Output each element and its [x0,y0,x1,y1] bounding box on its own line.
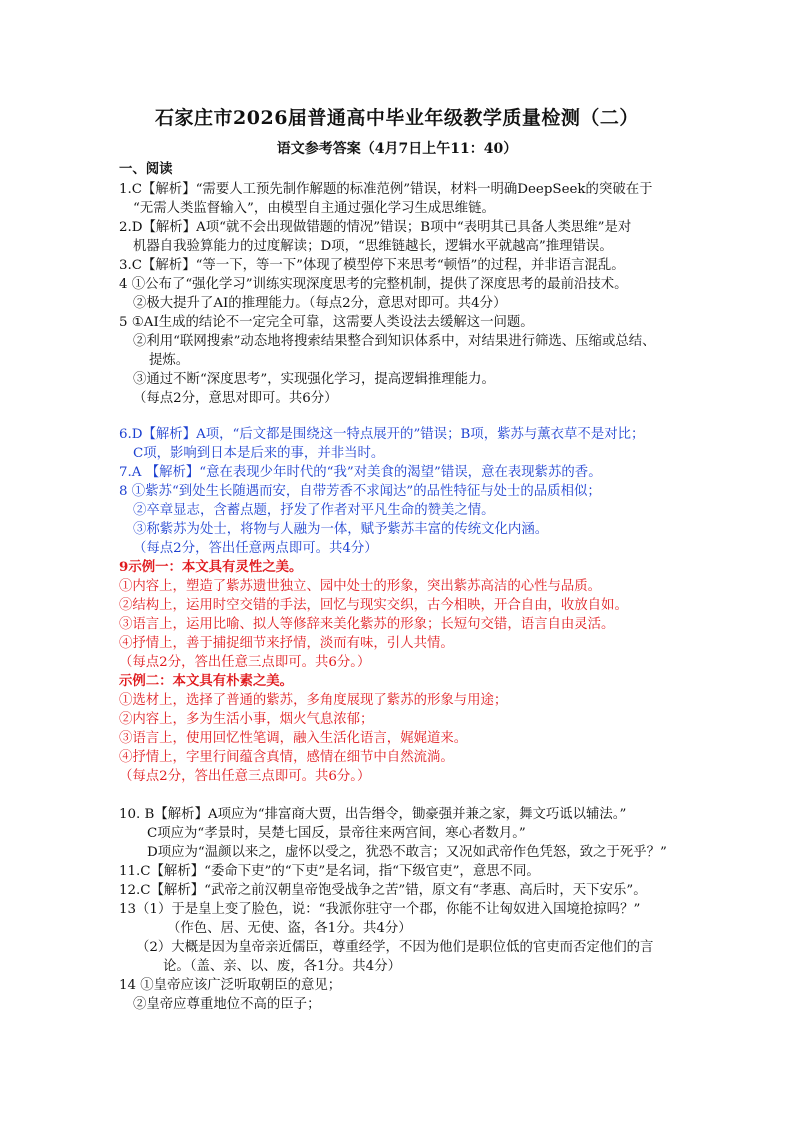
answer-line: 13（1）于是皇上变了脸色，说：“我派你驻守一个郡，你能不让匈奴进入国境抢掠吗？” [119,902,641,917]
answer-line: ②极大提升了AI的推理能力。（每点2分，意思对即可。共4分） [133,296,507,311]
answer-line: 5 ①AI生成的结论不一定完全可靠，这需要人类设法去缓解这一问题。 [119,315,534,330]
answer-line: ③语言上，使用回忆性笔调，融入生活化语言，娓娓道来。 [119,731,468,746]
answer-line: 4 ①公布了“强化学习”训练实现深度思考的完整机制，提供了深度思考的最前沿技术。 [119,277,628,292]
answer-line: 14 ①皇帝应该广泛听取朝臣的意见； [119,978,342,993]
answer-line: ④抒情上，字里行间蕴含真情，感情在细节中自然流淌。 [119,750,454,765]
answer-line: C项应为“孝景时，吴楚七国反，景帝往来两宫间，寒心者数月。” [147,826,526,841]
answer-line: （2）大概是因为皇帝亲近儒臣，尊重经学，不因为他们是职位低的官吏而否定他们的言 [136,940,654,955]
answer-line: 8 ①紫苏“到处生长随遇而安，自带芳香不求闻达”的品性特征与处士的品质相似； [119,484,601,499]
answer-line: ③语言上，运用比喻、拟人等修辞来美化紫苏的形象；长短句交错，语言自由灵活。 [119,617,615,632]
answer-line: C项，影响到日本是后来的事，并非当时。 [133,446,385,461]
answer-line: 12.C【解析】“武帝之前汉朝皇帝饱受战争之苦”错，原文有“孝惠、高后时，天下安乐”。 [119,883,647,898]
page-title: 石家庄市2026届普通高中毕业年级教学质量检测（二） [155,107,639,129]
answer-line: ③通过不断“深度思考”，实现强化学习，提高逻辑推理能力。 [133,372,495,387]
answer-line: ④抒情上，善于捕捉细节来抒情，淡而有味，引人共情。 [119,636,454,651]
page-subtitle: 语文参考答案（4月7日上午11：40） [276,141,518,157]
answer-line: ②利用“联网搜索”动态地将搜索结果整合到知识体系中，对结果进行筛选、压缩或总结、 [133,334,656,349]
answer-line: 11.C【解析】“委命下吏”的“下吏”是名词，指“下级官吏”，意思不同。 [119,864,540,879]
answer-line: （每点2分，答出任意两点即可。共4分） [133,541,378,556]
answer-line: 机器自我验算能力的过度解读；D项，“思维链越长，逻辑水平就越高”推理错误。 [133,239,613,254]
section-heading-reading: 一、阅读 [119,161,173,177]
answer-line: ②内容上，多为生活小事，烟火气息浓郁； [119,712,374,727]
answer-line: （每点2分，意思对即可。共6分） [133,391,338,406]
answer-line: ②皇帝应尊重地位不高的臣子； [133,997,321,1012]
answer-line: ①内容上，塑造了紫苏遗世独立、园中处士的形象，突出紫苏高洁的心性与品质。 [119,579,602,594]
answer-line: 论。（盖、亲、以、废，各1分。共4分） [163,959,401,974]
answer-line: （每点2分，答出任意三点即可。共6分。） [119,769,371,784]
answer-line: （作色、居、无使、盗，各1分。共4分） [167,921,412,936]
answer-line: （每点2分，答出任意三点即可。共6分。） [119,655,371,670]
answer-line: 10. B【解析】A项应为“排富商大贾，出告缗令，锄豪强并兼之家，舞文巧诋以辅法。” [119,807,627,822]
answer-line: 7.A 【解析】“意在表现少年时代的“我”对美食的渴望”错误，意在表现紫苏的香。 [119,465,602,480]
answer-line: D项应为“温颜以来之，虚怀以受之，犹恐不敢言；又况如武帝作色凭怒，致之于死乎？” [147,845,667,860]
answer-line: ②卒章显志，含蓄点题，抒发了作者对平凡生命的赞美之情。 [133,503,495,518]
answer-line: 1.C【解析】“需要人工预先制作解题的标准范例”错误，材料一明确DeepSeek的突破在于 [119,182,653,197]
answer-line: 3.C【解析】“等一下，等一下”体现了模型停下来思考“顿悟”的过程，并非语言混乱。 [119,258,625,273]
answer-line: ②结构上，运用时空交错的手法，回忆与现实交织，古今相映，开合自由，收放自如。 [119,598,628,613]
example-heading: 示例二：本文具有朴素之美。 [119,673,294,689]
answer-line: 6.D【解析】A项，“后文都是围绕这一特点展开的”错误；B项，紫苏与薰衣草不是对比； [119,427,645,442]
answer-line: “无需人类监督输入”，由模型自主通过强化学习生成思维链。 [133,201,495,216]
answer-line: ③称紫苏为处士，将物与人融为一体，赋予紫苏丰富的传统文化内涵。 [133,522,549,537]
answer-line: 提炼。 [149,353,190,368]
example-heading: 9示例一：本文具有灵性之美。 [119,559,303,575]
answer-line: ①选材上，选择了普通的紫苏，多角度展现了紫苏的形象与用途； [119,693,508,708]
answer-line: 2.D【解析】A项“就不会出现做错题的情况”错误；B项中“表明其已具备人类思维”是对 [119,220,632,235]
